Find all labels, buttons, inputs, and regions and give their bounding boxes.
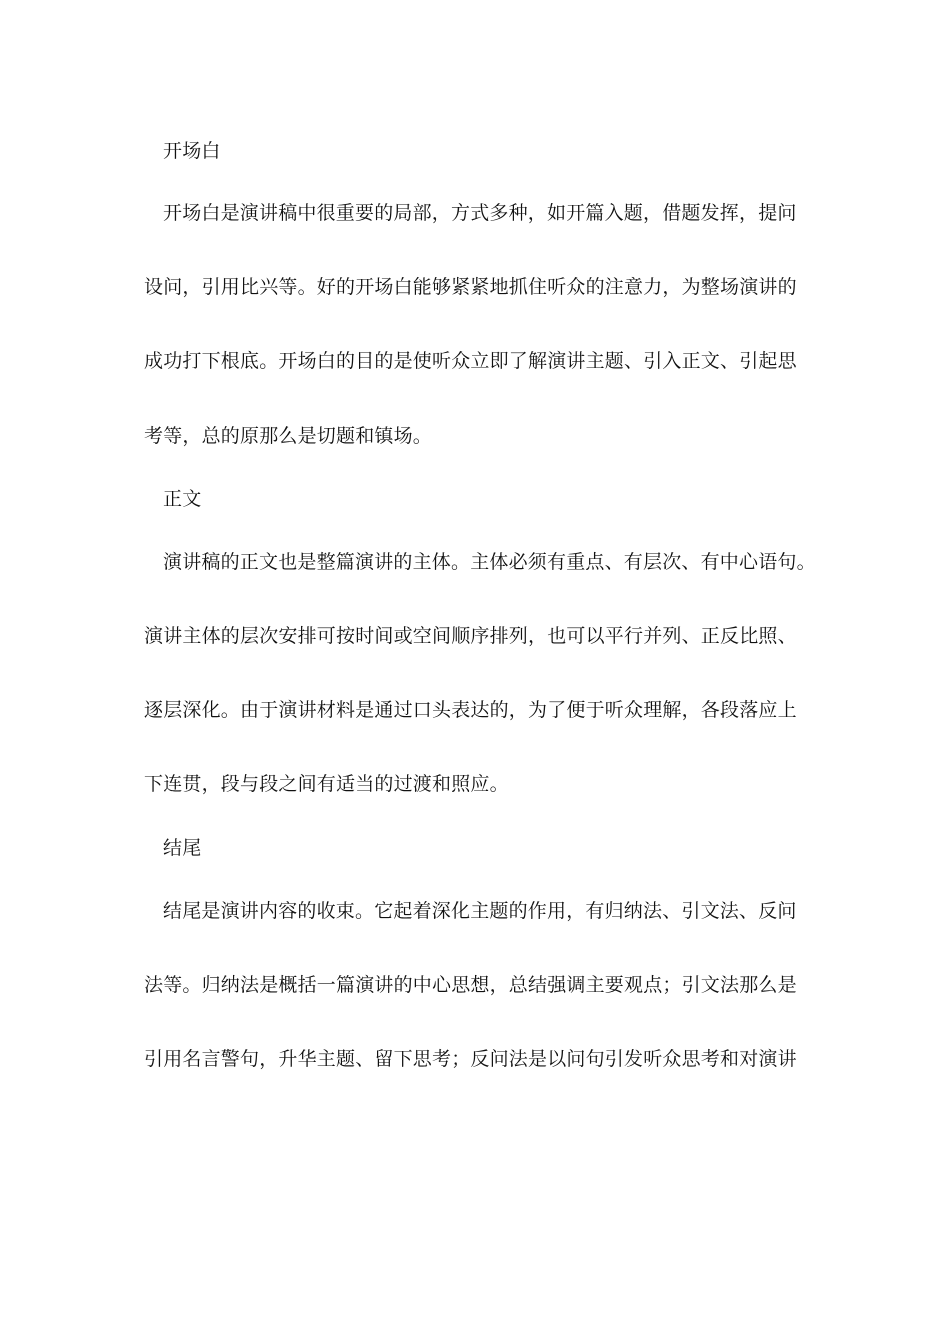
paragraph-line: 设问，引用比兴等。好的开场白能够紧紧地抓住听众的注意力，为整场演讲的 bbox=[144, 276, 797, 298]
paragraph-line: 考等，总的原那么是切题和镇场。 bbox=[144, 425, 433, 447]
paragraph-line: 逐层深化。由于演讲材料是通过口头表达的，为了便于听众理解，各段落应上 bbox=[144, 699, 797, 721]
paragraph-line: 结尾是演讲内容的收束。它起着深化主题的作用，有归纳法、引文法、反问 bbox=[163, 900, 797, 922]
section-heading-body: 正文 bbox=[163, 488, 202, 510]
paragraph-line: 演讲主体的层次安排可按时间或空间顺序排列，也可以平行并列、正反比照、 bbox=[144, 625, 797, 647]
paragraph-line: 下连贯，段与段之间有适当的过渡和照应。 bbox=[144, 773, 509, 795]
paragraph-line: 演讲稿的正文也是整篇演讲的主体。主体必须有重点、有层次、有中心语句。 bbox=[163, 551, 816, 573]
section-heading-opening: 开场白 bbox=[163, 140, 221, 162]
paragraph-line: 引用名言警句，升华主题、留下思考；反问法是以问句引发听众思考和对演讲 bbox=[144, 1048, 797, 1070]
paragraph-line: 开场白是演讲稿中很重要的局部，方式多种，如开篇入题，借题发挥，提问 bbox=[163, 202, 797, 224]
paragraph-line: 法等。归纳法是概括一篇演讲的中心思想，总结强调主要观点；引文法那么是 bbox=[144, 974, 797, 996]
section-heading-ending: 结尾 bbox=[163, 837, 202, 859]
paragraph-line: 成功打下根底。开场白的目的是使听众立即了解演讲主题、引入正文、引起思 bbox=[144, 350, 797, 372]
